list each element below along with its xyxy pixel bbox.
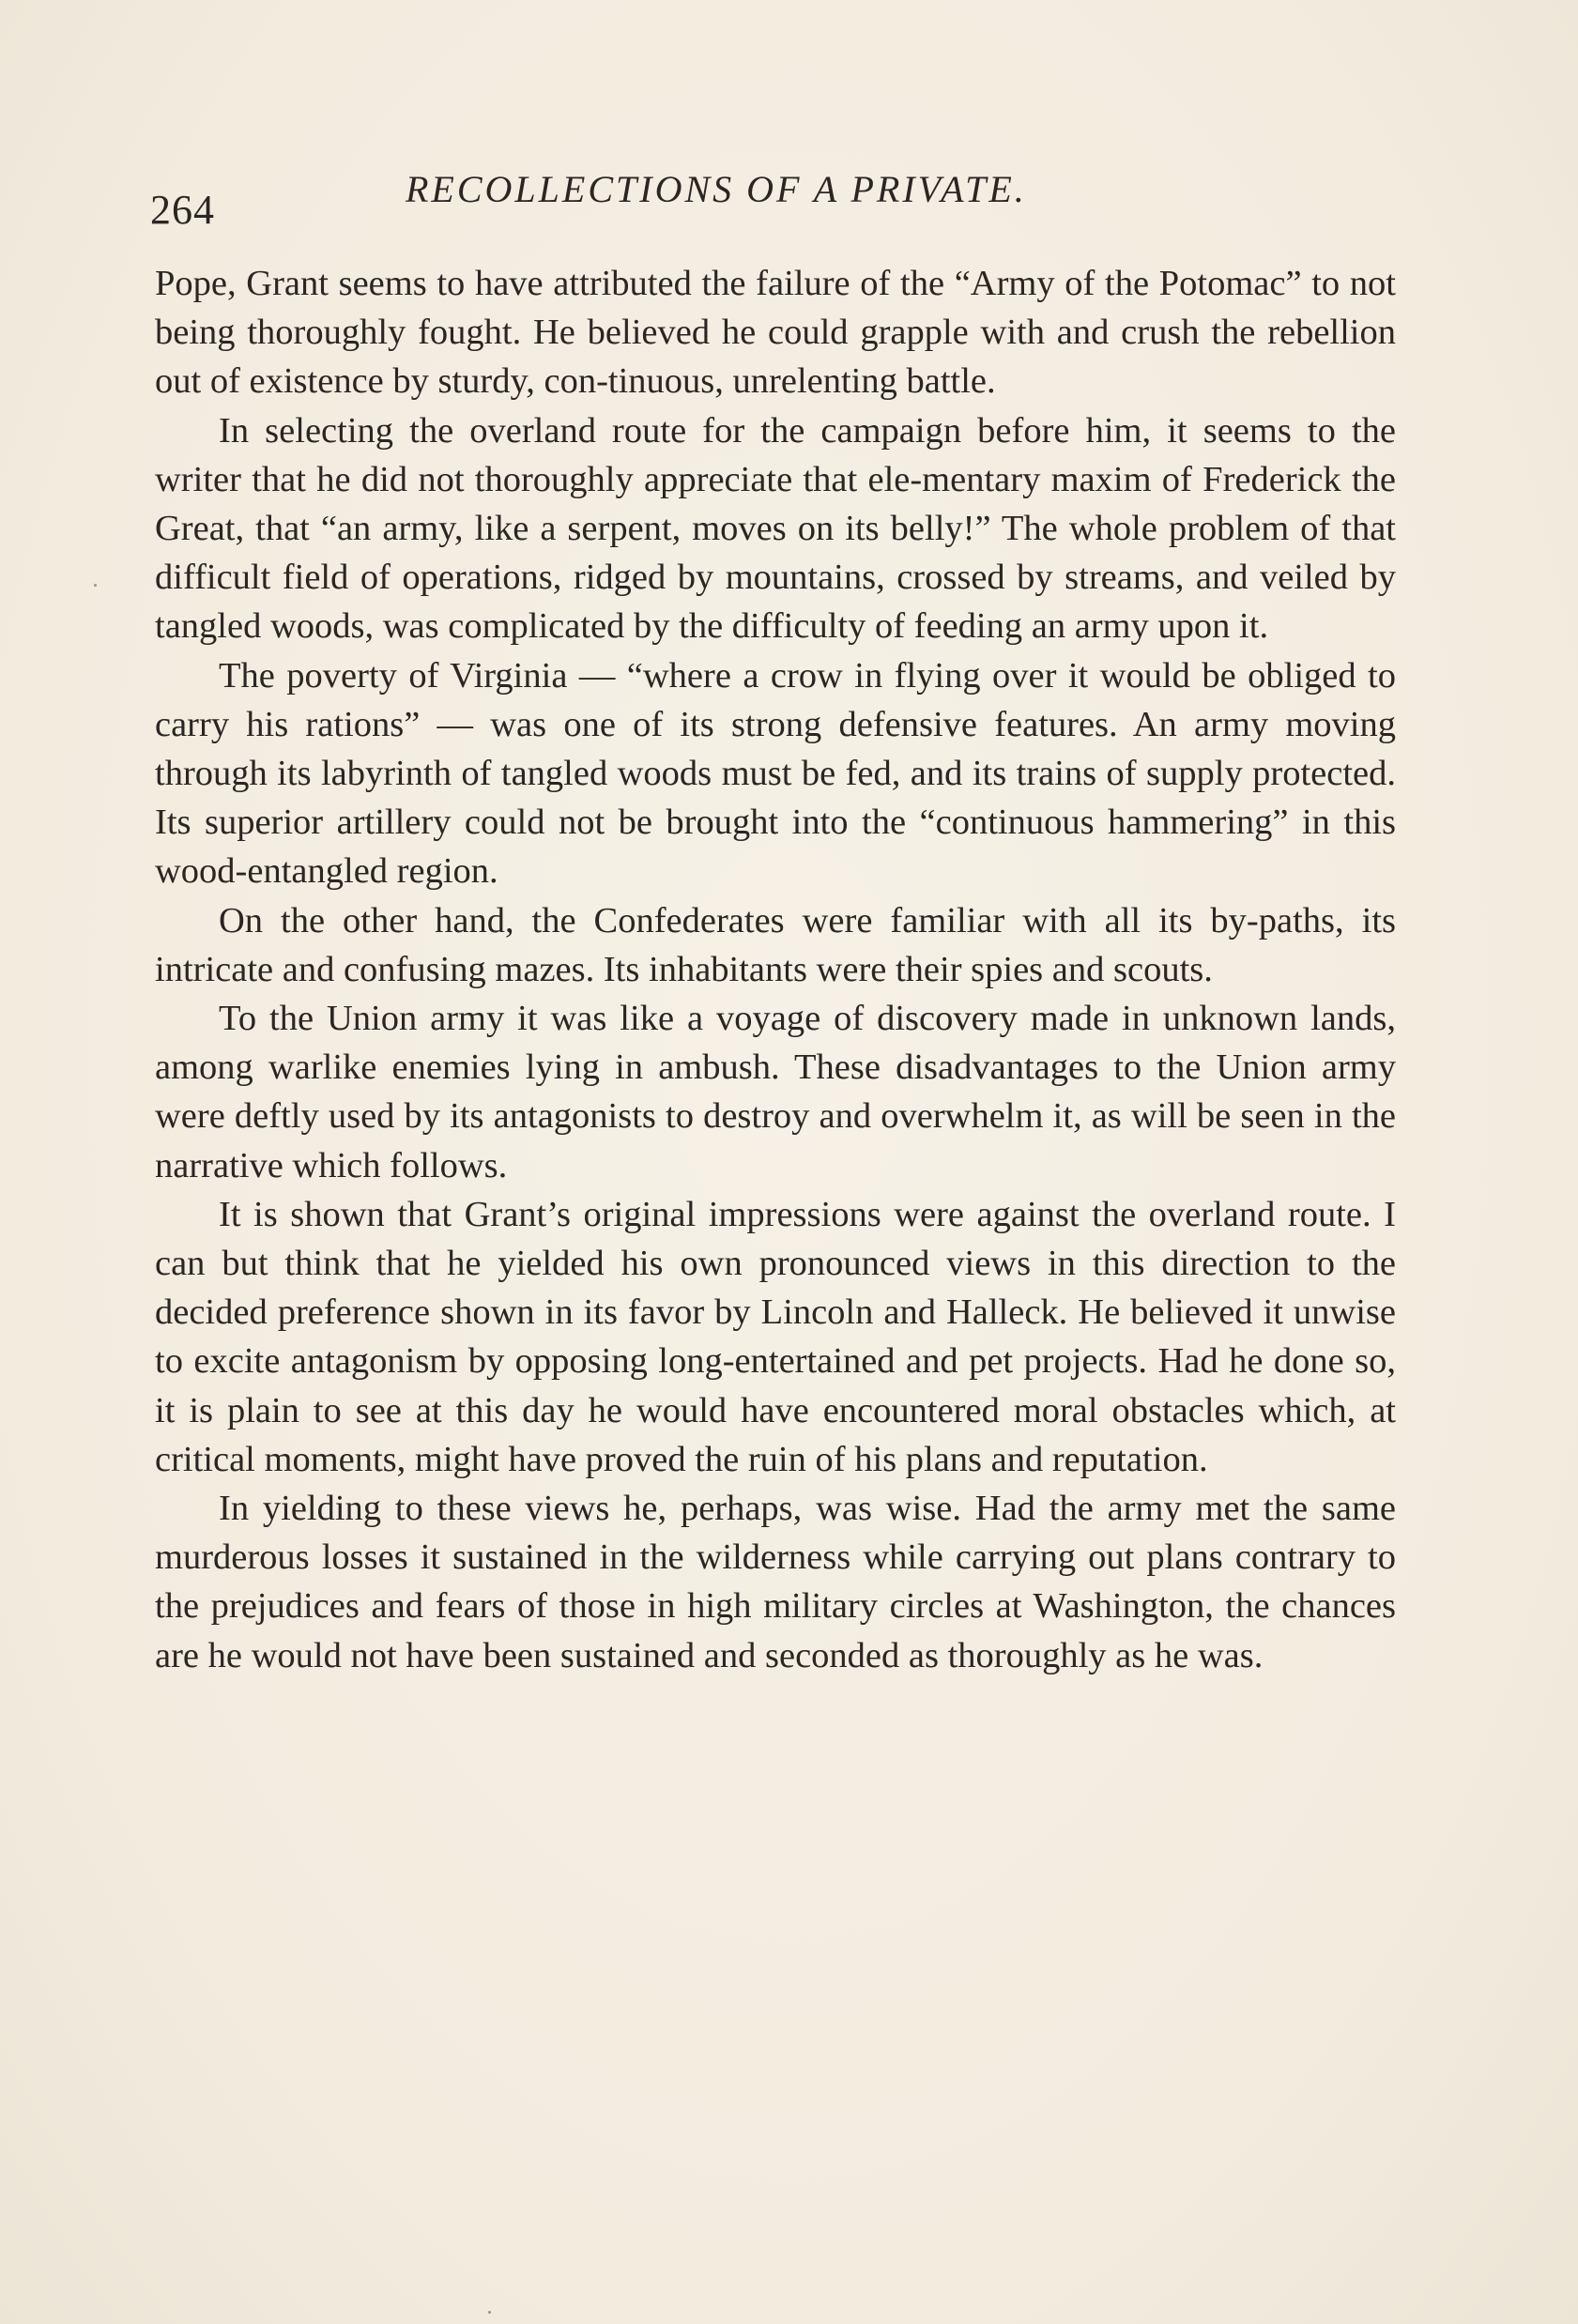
- running-title: RECOLLECTIONS OF A PRIVATE.: [406, 168, 1027, 210]
- paragraph-2: In selecting the overland route for the campaign before him, it seems to the writer that he did not thoroughly appreciate that ele-mentary maxim of Frederick the Great, that “an army, like a serpent, moves on its belly!” The whole problem of that difficult field of operations, ridged by mountains, crossed by streams, and veiled by tangled woods, was complicated by the difficulty of feeding an army upon it.: [155, 410, 1396, 647]
- paper-speck: [488, 2311, 491, 2314]
- paragraph-7: In yielding to these views he, perhaps, was wise. Had the army met the same murderous losses it sustained in the wilderness while carrying out plans contrary to the prejudices and fears of those in high military circles at Washington, the chances are he would not have been sustained and seconded as thoroughly as he was.: [155, 1489, 1396, 1675]
- paragraph-1: Pope, Grant seems to have attributed the failure of the “Army of the Potomac” to not being thoroughly fought. He believed he could grapple with and crush the rebellion out of existence by sturdy, con-tinuous, unrelenting battle.: [155, 264, 1396, 402]
- paper-speck: [94, 584, 97, 587]
- page-header: [150, 167, 1399, 233]
- body-text: [155, 259, 1396, 1680]
- paragraph-5: To the Union army it was like a voyage of discovery made in unknown lands, among warlike enemies lying in ambush. These disadvantages to the Union army were deftly used by its antagonists to destroy and overwhelm it, as will be seen in the narrative which follows.: [155, 999, 1396, 1185]
- paragraph-6: It is shown that Grant’s original impressions were against the overland route. I can but think that he yielded his own pronounced views in this direction to the decided preference shown in its favor by Lincoln and Halleck. He believed it unwise to excite antagonism by opposing long-entertained and pet projects. Had he done so, it is plain to see at this day he would have encountered moral obstacles which, at critical moments, might have proved the ruin of his plans and reputation.: [155, 1194, 1396, 1479]
- page-number: 264: [150, 187, 215, 233]
- paragraph-3: The poverty of Virginia — “where a crow in flying over it would be obliged to carry his rations” — was one of its strong defensive features. An army moving through its labyrinth of tangled woods must be fed, and its trains of supply protected. Its superior artillery could not be brought into the “continuous hammering” in this wood-entangled region.: [155, 655, 1396, 892]
- paragraph-4: On the other hand, the Confederates were familiar with all its by-paths, its intricate and confusing mazes. Its inhabitants were their spies and scouts.: [155, 900, 1396, 989]
